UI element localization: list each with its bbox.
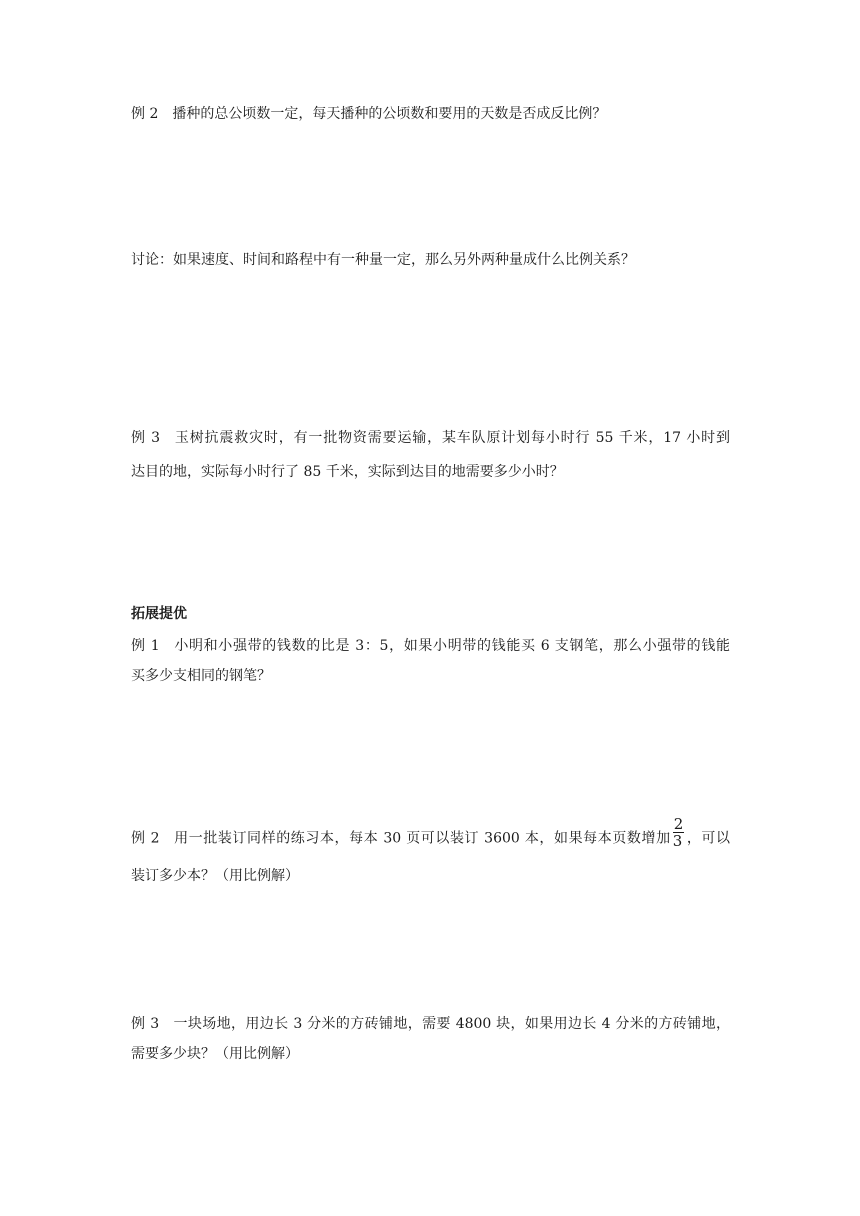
extension-example-1-line2: 买多少支相同的钢笔？ <box>131 668 271 684</box>
example-tag: 例 3 <box>131 1016 160 1032</box>
discussion-question: 讨论：如果速度、时间和路程中有一种量一定，那么另外两种量成什么比例关系？ <box>131 252 635 268</box>
question-text: 玉树抗震救灾时，有一批物资需要运输，某车队原计划每小时行 55 千米，17 小时到 <box>174 430 731 446</box>
example-3-question-line2: 达目的地，实际每小时行了 85 千米，实际到达目的地需要多少小时？ <box>131 464 564 480</box>
fraction-numerator: 2 <box>673 815 684 833</box>
example-2-question <box>131 104 606 124</box>
example-tag: 例 1 <box>131 638 160 654</box>
question-text-end: ，可以 <box>686 830 731 847</box>
question-text: 播种的总公顷数一定，每天播种的公顷数和要用的天数是否成反比例？ <box>172 106 607 122</box>
question-text: 小明和小强带的钱数的比是 3：5，如果小明带的钱能买 6 支钢笔，那么小强带的钱能 <box>173 638 730 654</box>
section-heading: 拓展提优 <box>131 606 187 622</box>
example-tag: 例 2 <box>131 830 160 847</box>
example-tag: 例 3 <box>131 430 161 446</box>
example-3-question-line1 <box>131 428 730 448</box>
extension-example-2-line1 <box>131 815 731 855</box>
question-text: 用一批装订同样的练习本，每本 30 页可以装订 3600 本，如果每本页数增加 <box>173 830 671 847</box>
question-text: 一块场地，用边长 3 分米的方砖铺地，需要 4800 块，如果用边长 4 分米的方砖铺地， <box>173 1016 730 1032</box>
fraction-denominator: 3 <box>672 832 683 850</box>
example-tag: 例 2 <box>131 106 159 122</box>
extension-example-3-line1 <box>131 1014 730 1034</box>
fraction <box>673 816 685 849</box>
extension-example-2-line2: 装订多少本？（用比例解） <box>131 868 299 884</box>
extension-example-1-line1 <box>131 636 730 656</box>
extension-example-3-line2: 需要多少块？（用比例解） <box>131 1046 299 1062</box>
